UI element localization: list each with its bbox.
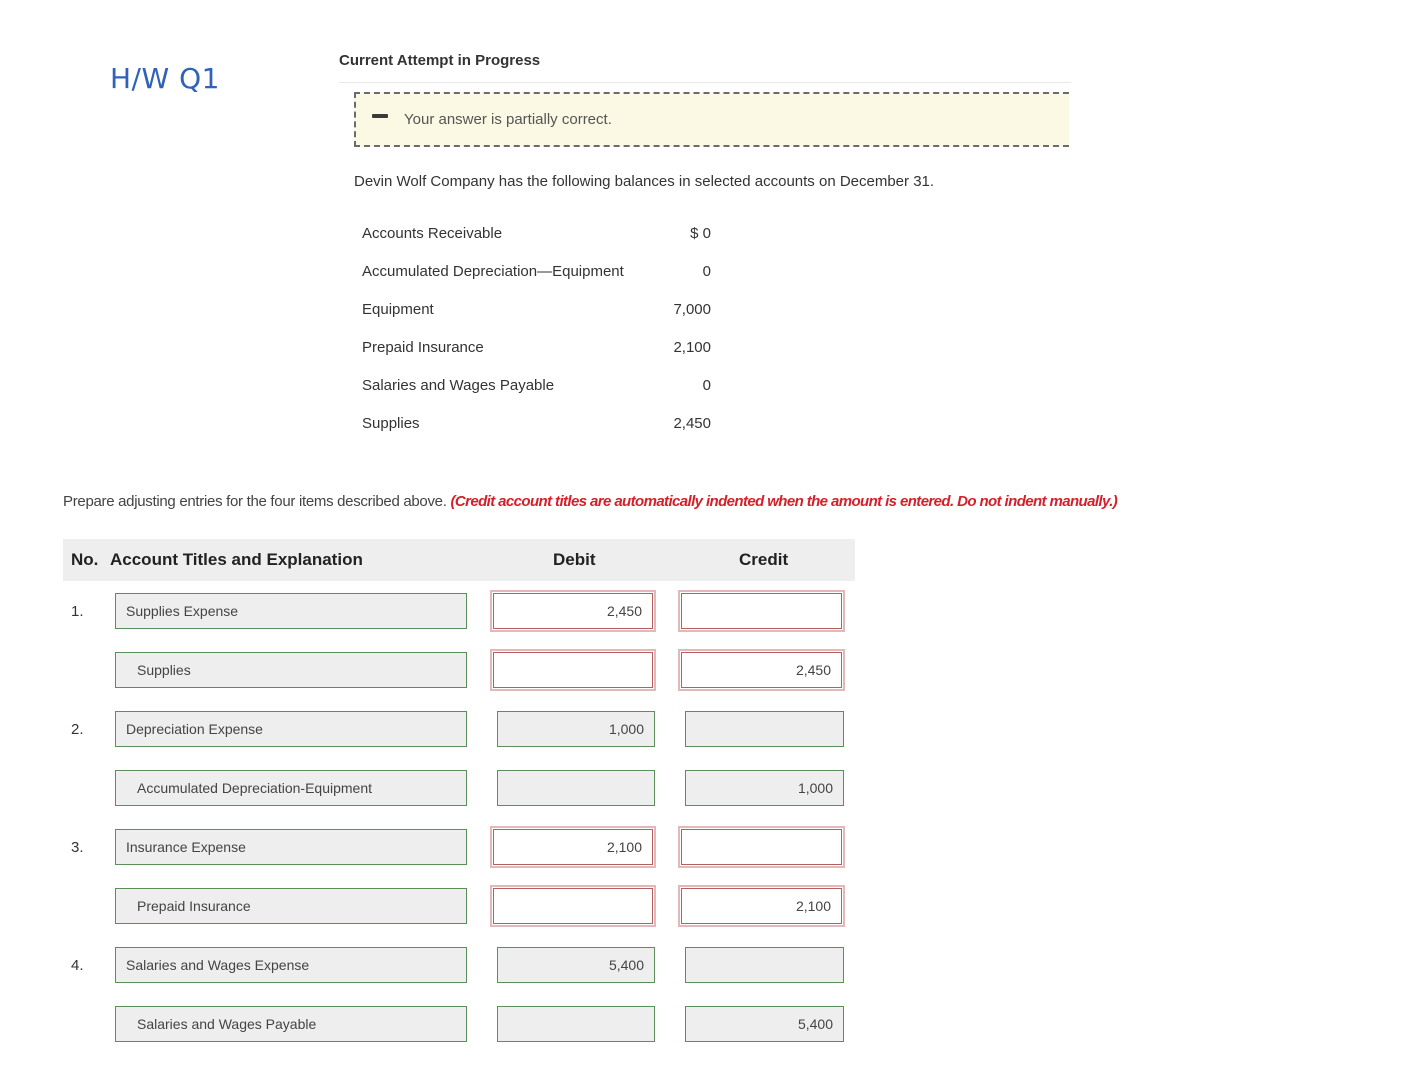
account-title-input[interactable]: Depreciation Expense [115, 711, 467, 747]
header-credit: Credit [739, 550, 789, 569]
balance-row [362, 260, 722, 298]
balance-account: Equipment [362, 301, 434, 318]
balance-account: Salaries and Wages Payable [362, 377, 555, 394]
debit-input[interactable]: 5,400 [497, 947, 655, 983]
entry-number: 1. [71, 603, 84, 620]
instructions-note: (Credit account titles are automatically indented when the amount is entered. Do not indent manually.) [450, 493, 1118, 510]
balance-row [362, 336, 722, 374]
journal-table-header [63, 539, 855, 581]
header-no: No. [71, 550, 99, 569]
debit-input[interactable] [497, 770, 655, 806]
balance-row [362, 374, 722, 412]
instructions [63, 493, 1117, 510]
credit-input[interactable]: 5,400 [685, 1006, 844, 1042]
question-intro: Devin Wolf Company has the following balances in selected accounts on December 31. [354, 173, 935, 190]
balance-row [362, 222, 722, 260]
balance-account: Accumulated Depreciation—Equipment [362, 263, 624, 280]
credit-input[interactable]: 2,450 [681, 652, 842, 688]
account-title-input[interactable]: Supplies [115, 652, 467, 688]
account-title-input[interactable]: Salaries and Wages Expense [115, 947, 467, 983]
balances-list [362, 222, 722, 450]
account-title-input[interactable]: Supplies Expense [115, 593, 467, 629]
debit-input[interactable] [497, 1006, 655, 1042]
instructions-text: Prepare adjusting entries for the four items described above. [63, 493, 447, 510]
balance-account: Accounts Receivable [362, 225, 503, 242]
attempt-divider [339, 82, 1071, 83]
balance-row [362, 298, 722, 336]
account-title-input[interactable]: Accumulated Depreciation-Equipment [115, 770, 467, 806]
debit-input[interactable]: 2,100 [493, 829, 653, 865]
feedback-message: Your answer is partially correct. [404, 111, 612, 128]
balance-account: Supplies [362, 415, 420, 432]
balance-amount: 0 [702, 263, 711, 280]
credit-input[interactable] [681, 593, 842, 629]
entry-number: 2. [71, 721, 84, 738]
balance-amount: 7,000 [673, 301, 711, 318]
credit-input[interactable] [685, 711, 844, 747]
account-title-input[interactable]: Insurance Expense [115, 829, 467, 865]
debit-input[interactable]: 1,000 [497, 711, 655, 747]
homework-label: H/W Q1 [110, 62, 220, 95]
credit-input[interactable]: 2,100 [681, 888, 842, 924]
debit-input[interactable] [493, 888, 653, 924]
header-debit: Debit [553, 550, 596, 569]
balance-amount: $ 0 [690, 225, 711, 242]
credit-input[interactable] [681, 829, 842, 865]
attempt-title: Current Attempt in Progress [339, 52, 541, 69]
balance-row [362, 412, 722, 450]
header-account: Account Titles and Explanation [110, 550, 363, 569]
balance-amount: 2,100 [673, 339, 711, 356]
balance-account: Prepaid Insurance [362, 339, 484, 356]
credit-input[interactable] [685, 947, 844, 983]
balance-amount: 0 [702, 377, 711, 394]
entry-number: 3. [71, 839, 84, 856]
feedback-banner [354, 92, 1069, 147]
account-title-input[interactable]: Salaries and Wages Payable [115, 1006, 467, 1042]
balance-amount: 2,450 [673, 415, 711, 432]
account-title-input[interactable]: Prepaid Insurance [115, 888, 467, 924]
partial-correct-icon [372, 114, 388, 118]
debit-input[interactable] [493, 652, 653, 688]
entry-number: 4. [71, 957, 84, 974]
credit-input[interactable]: 1,000 [685, 770, 844, 806]
debit-input[interactable]: 2,450 [493, 593, 653, 629]
